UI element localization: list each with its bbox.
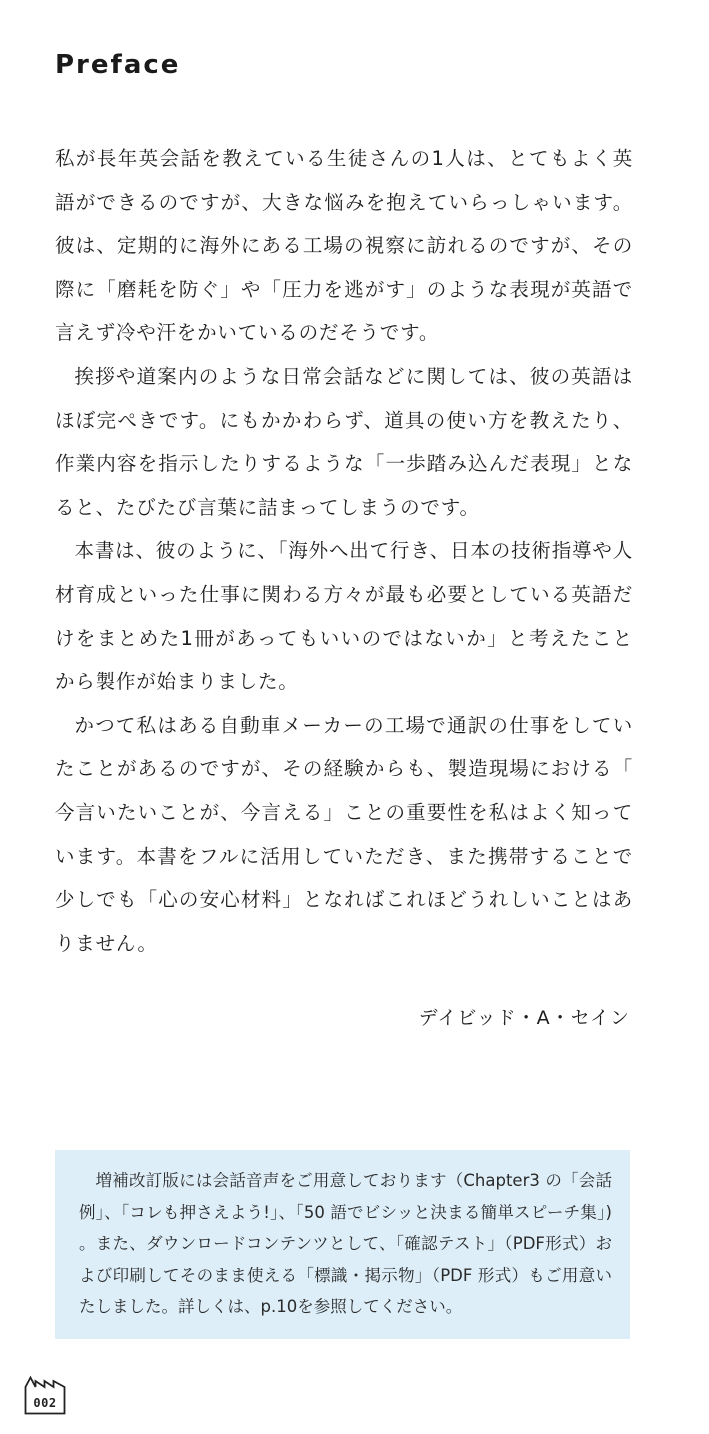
author-signature: デイビッド・A・セイン [418,1007,630,1029]
preface-body [55,137,633,965]
paragraph-4: かつて私はある自動車メーカーの工場で通訳の仕事をしていたことがあるのですが、その経験からも、製造現場における「今言いたいことが、今言える」ことの重要性を私はよく知っています。本書をフルに活用していただき、また携帯することで少しでも「心の安心材料」となればこれほどうれしいことはありません。 [55,713,633,955]
paragraph-3: 本書は、彼のように、「海外へ出て行き、日本の技術指導や人材育成といった仕事に関わる方々が最も必要としている英語だけをまとめた1冊があってもいいのではないか」と考えたことから製作が始まりました。 [55,539,633,694]
note-box [55,1150,630,1339]
note-text: 増補改訂版には会話音声をご用意しております（Chapter3 の「会話例」、「コレも押さえよう!」、「50 語でビシッと決まる簡単スピーチ集」)。また、ダウンロードコンテンツとして、「確認テスト」（PDF形式）および印刷してそのまま使える「標識・掲示物」（PDF 形式）もご用意いたしました。詳しくは、p.10を参照してください。 [79,1171,612,1316]
paragraph-2: 挨拶や道案内のような日常会話などに関しては、彼の英語はほぼ完ぺきです。にもかかわらず、道具の使い方を教えたり、作業内容を指示したりするような「一歩踏み込んだ表現」となると、たびたび言葉に詰まってしまうのです。 [55,364,633,519]
page-number: 002 [33,1396,57,1410]
paragraph-1: 私が長年英会話を教えている生徒さんの1人は、とてもよく英語ができるのですが、大きな悩みを抱えていらっしゃいます。彼は、定期的に海外にある工場の視察に訪れるのですが、その際に「磨耗を防ぐ」や「圧力を逃がす」のような表現が英語で言えず冷や汗をかいているのだそうです。 [55,147,633,345]
page-badge [24,1375,66,1415]
page-title: Preface [55,50,181,80]
